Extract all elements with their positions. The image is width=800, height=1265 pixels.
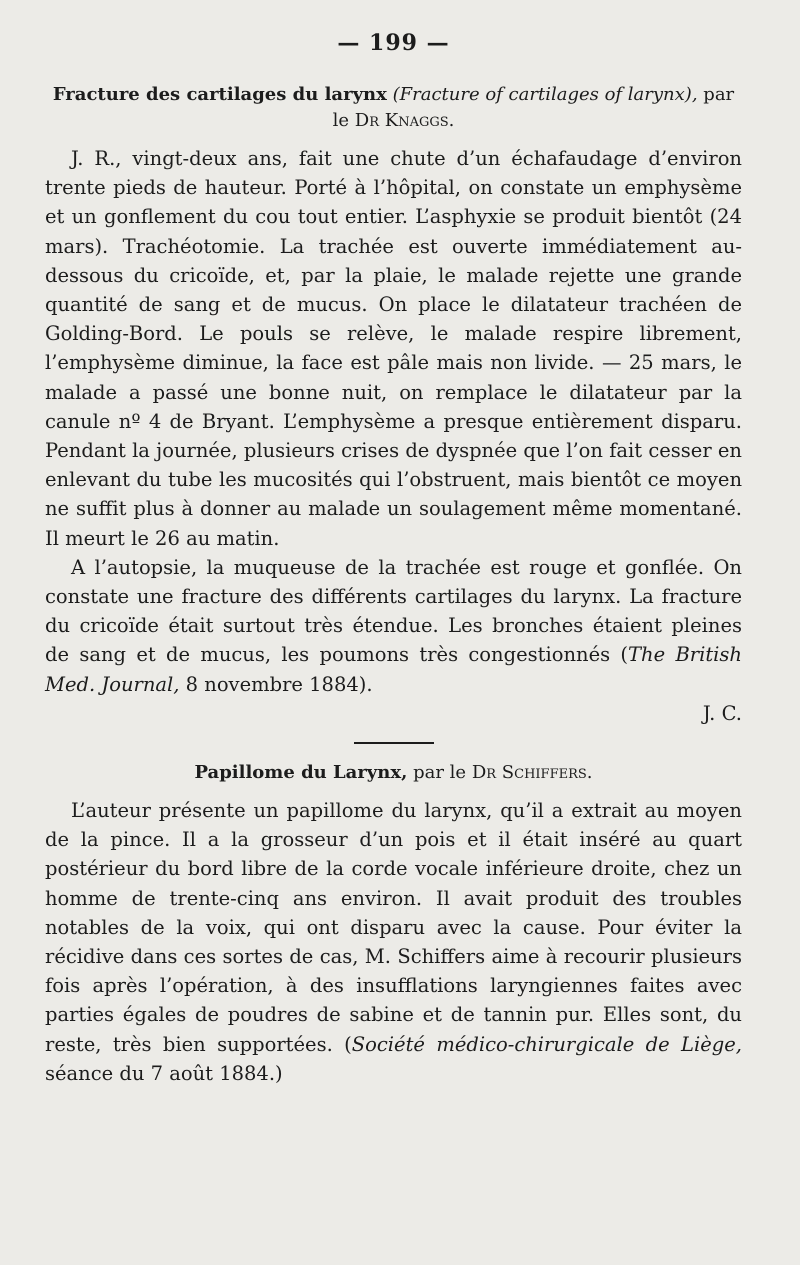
- article1-author-name: Knaggs.: [384, 110, 455, 131]
- article1-paragraph-2: [45, 553, 742, 728]
- article2-paragraph-1: [45, 796, 742, 1088]
- article2-paragraph-1-text: L’auteur présente un papillome du larynx, qu’il a extrait au moyen de la pince. Il a la grosseur d’un pois et il était inséré au quart postérieur du bord libre de la corde vocale inférieure droite, chez un homme de trente-cinq ans environ. Il avait produit des troubles notables de la voix, qui ont disparu avec la cause. Pour éviter la récidive dans ces sortes de cas, M. Schiffers aime à recourir plusieurs fois après l’opération, à des insufflations laryngiennes faites avec parties égales de poudres de sabine et de tannin pur. Elles sont, du reste, très bien supportées. (: [45, 799, 742, 1056]
- article1-author-title: Dr: [354, 110, 380, 131]
- article2-citation: Société médico-chirurgicale de Liège,: [351, 1032, 742, 1056]
- article2-title: Papillome du Larynx,: [194, 762, 408, 784]
- page-number: — 199 —: [337, 30, 450, 56]
- article2-citation-date: séance du 7 août 1884.): [45, 1061, 283, 1085]
- article1-signature: J. C.: [702, 701, 742, 725]
- article1-paragraph-2-text: A l’autopsie, la muqueuse de la trachée est rouge et gonflée. On constate une fracture des différents cartilages du larynx. La fracture du cricoïde était surtout très étendue. Les bronches étaient pleines de sang et de mucus, les poumons très congestionnés (: [45, 555, 742, 667]
- article1-citation-date: 8 novembre 1884).: [179, 672, 373, 696]
- article1-title: Fracture des cartilages du larynx: [52, 84, 387, 105]
- section-divider: [354, 742, 434, 744]
- article1-citation: The British Med. Journal,: [45, 643, 742, 696]
- article2-heading: [45, 760, 742, 786]
- article1-title-translation: (Fracture of cartilages of larynx),: [392, 84, 698, 105]
- article1-heading: [45, 82, 742, 134]
- article2-author-title: Dr: [471, 762, 497, 784]
- article1-author-prefix: par le: [332, 84, 735, 131]
- article1-paragraph-1: J. R., vingt-deux ans, fait une chute d’un échafaudage d’environ trente pieds de hauteur. Porté à l’hôpital, on constate un emphysème et un gonflement du cou tout entier. L’asphyxie se produit bientôt (24 mars). Trachéotomie. La trachée est ouverte immédiatement au-dessous du cricoïde, et, par la plaie, le malade rejette une grande quantité de sang et de mucus. On place le dilatateur trachéen de Golding-Bord. Le pouls se relève, le malade respire librement, l’emphysème diminue, la face est pâle mais non livide. — 25 mars, le malade a passé une bonne nuit, on remplace le dilatateur par la canule nº 4 de Bryant. L’emphysème a presque entièrement disparu. Pendant la journée, plusieurs crises de dyspnée que l’on fait cesser en enlevant du tube les mucosités qui l’obstruent, mais bientôt ce moyen ne suffit plus à donner au malade un soulagement même momentané. Il meurt le 26 au matin.: [45, 147, 742, 550]
- article2-author-name: Schiffers.: [501, 762, 593, 784]
- article2-author-prefix: par le: [413, 762, 467, 784]
